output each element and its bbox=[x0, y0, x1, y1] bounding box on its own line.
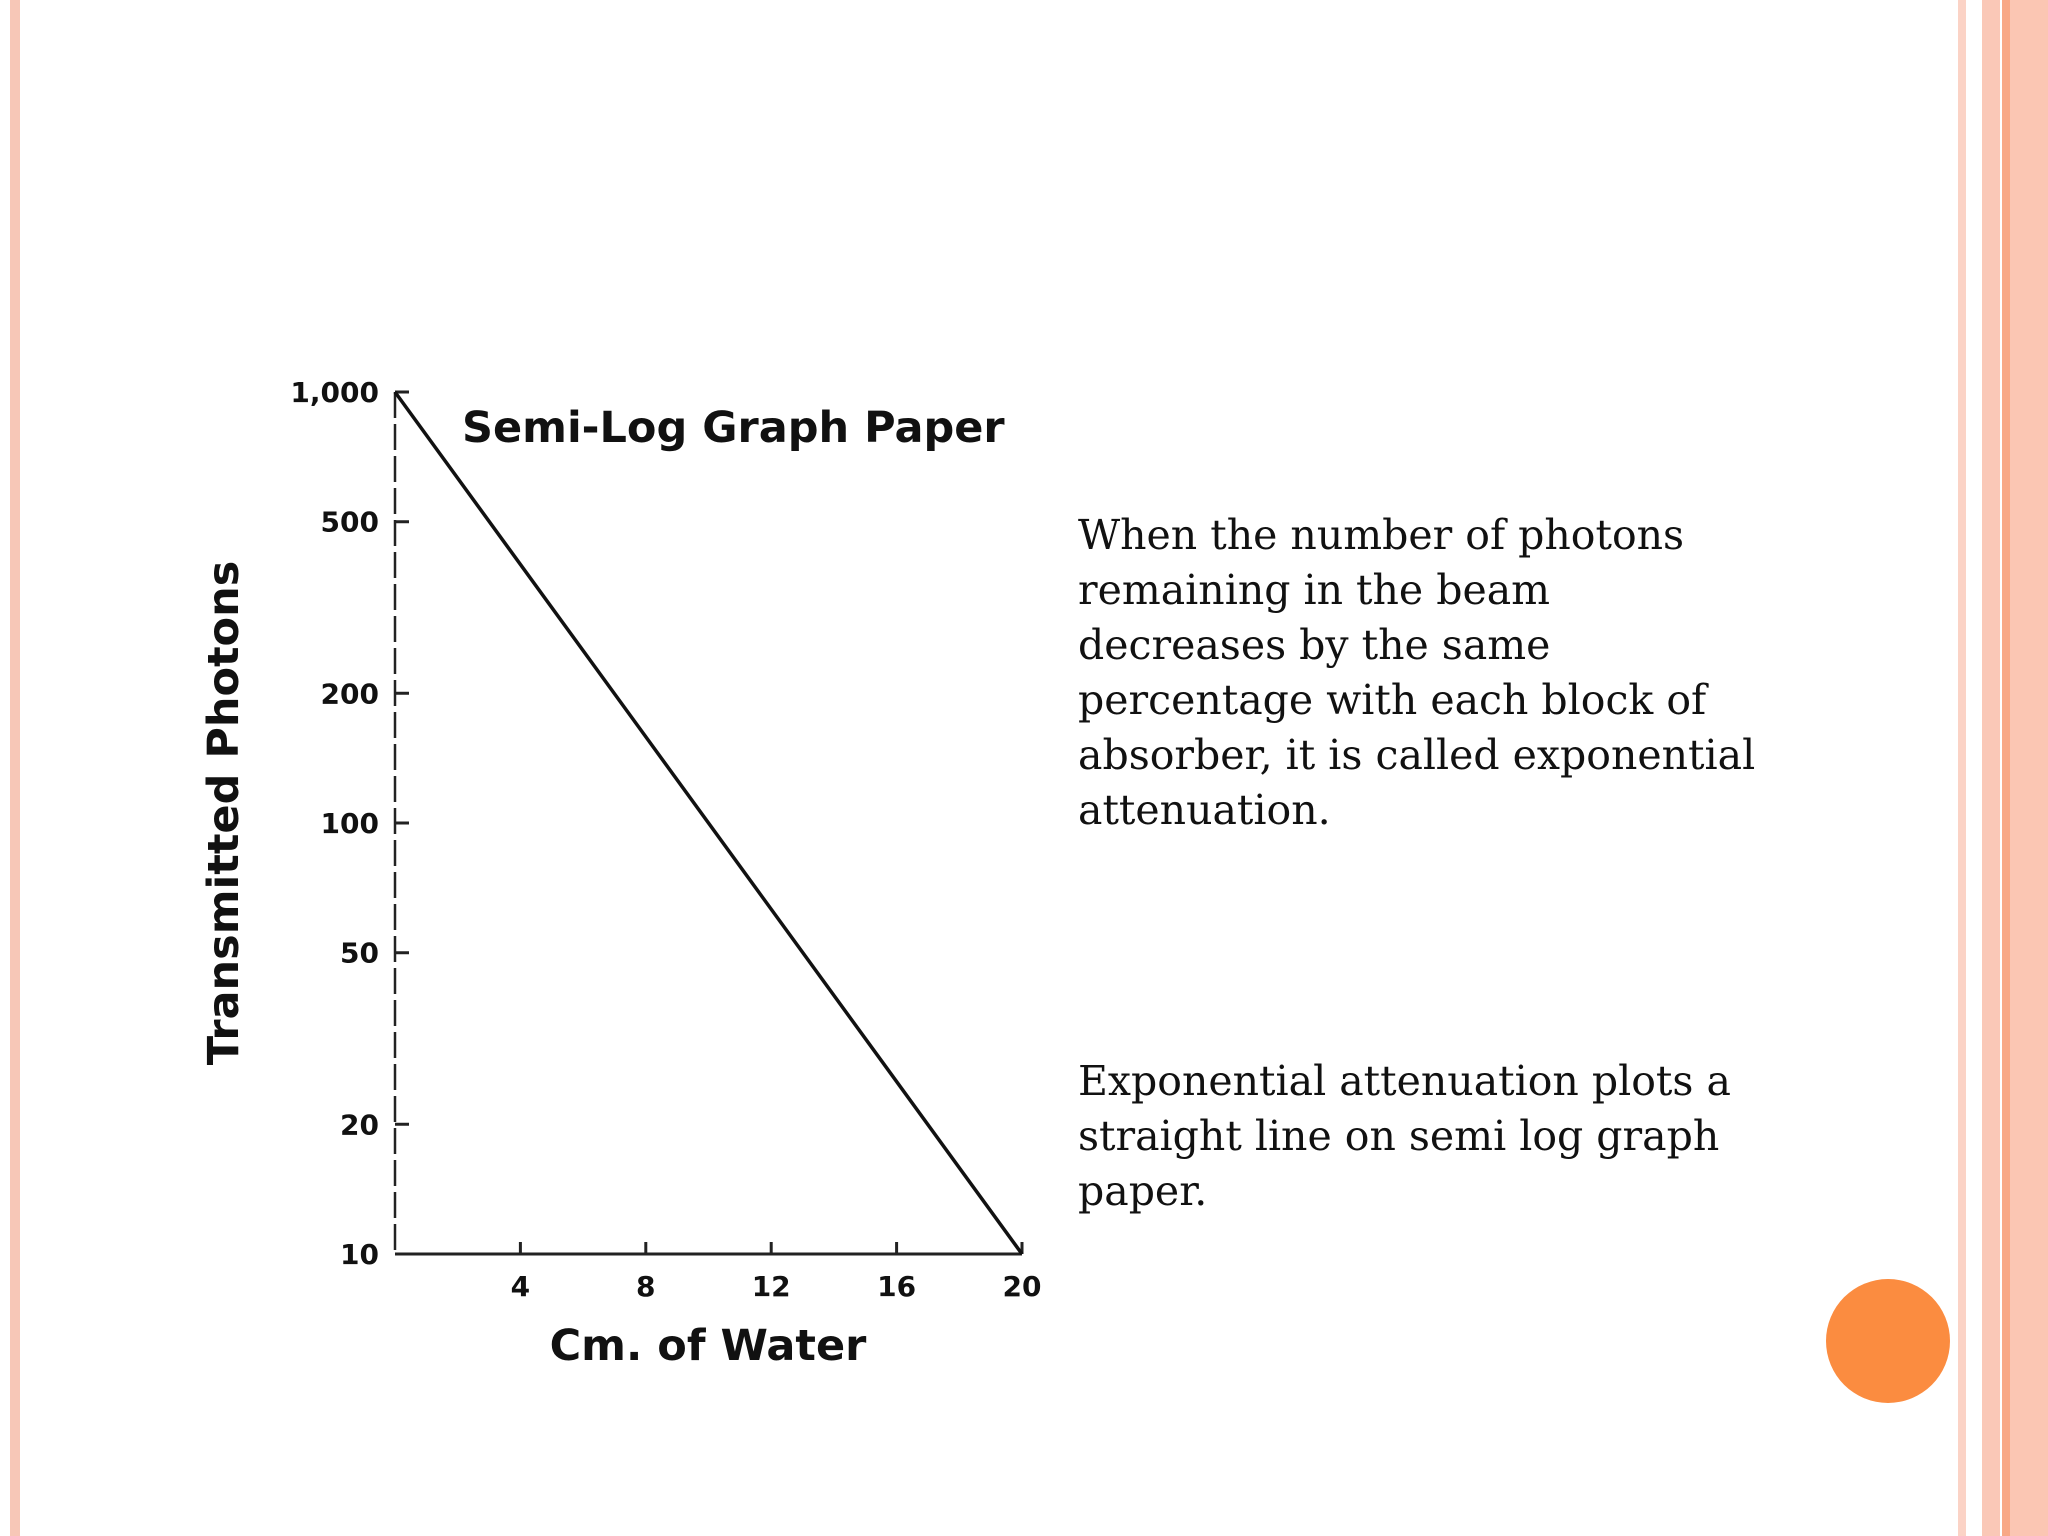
x-tick-label: 20 bbox=[1002, 1270, 1042, 1303]
y-tick-label: 20 bbox=[340, 1108, 379, 1142]
left-accent-stripe bbox=[10, 0, 20, 1536]
x-tick-label: 16 bbox=[877, 1270, 917, 1303]
x-tick-label: 8 bbox=[636, 1270, 656, 1303]
right-accent-stripe bbox=[2002, 0, 2010, 1536]
y-tick-label: 200 bbox=[320, 677, 379, 711]
y-tick-label: 500 bbox=[320, 505, 379, 539]
right-accent-stripe bbox=[1958, 0, 1966, 1536]
chart-svg bbox=[180, 370, 1060, 1390]
right-accent-stripe bbox=[2010, 0, 2048, 1536]
decorative-circle bbox=[1826, 1279, 1950, 1403]
chart-title: Semi-Log Graph Paper bbox=[462, 403, 1005, 453]
series-line bbox=[395, 392, 1022, 1254]
explanation-paragraph: When the number of photons remaining in the beam decreases by the same percentage with each block of absorber, it is called exponential attenuation. bbox=[1078, 511, 1756, 834]
right-accent-stripe bbox=[1982, 0, 2000, 1536]
conclusion-paragraph: Exponential attenuation plots a straight line on semi log graph paper. bbox=[1078, 1057, 1731, 1215]
x-tick-label: 12 bbox=[751, 1270, 791, 1303]
x-tick-label: 4 bbox=[510, 1270, 531, 1303]
y-axis-label: Transmitted Photons bbox=[199, 560, 249, 1066]
x-axis-label: Cm. of Water bbox=[549, 1321, 867, 1371]
y-tick-label: 100 bbox=[320, 807, 379, 840]
semi-log-chart bbox=[180, 370, 1060, 1390]
y-tick-label: 10 bbox=[340, 1238, 379, 1271]
y-tick-label: 50 bbox=[340, 936, 379, 970]
y-tick-label: 1,000 bbox=[290, 376, 379, 409]
